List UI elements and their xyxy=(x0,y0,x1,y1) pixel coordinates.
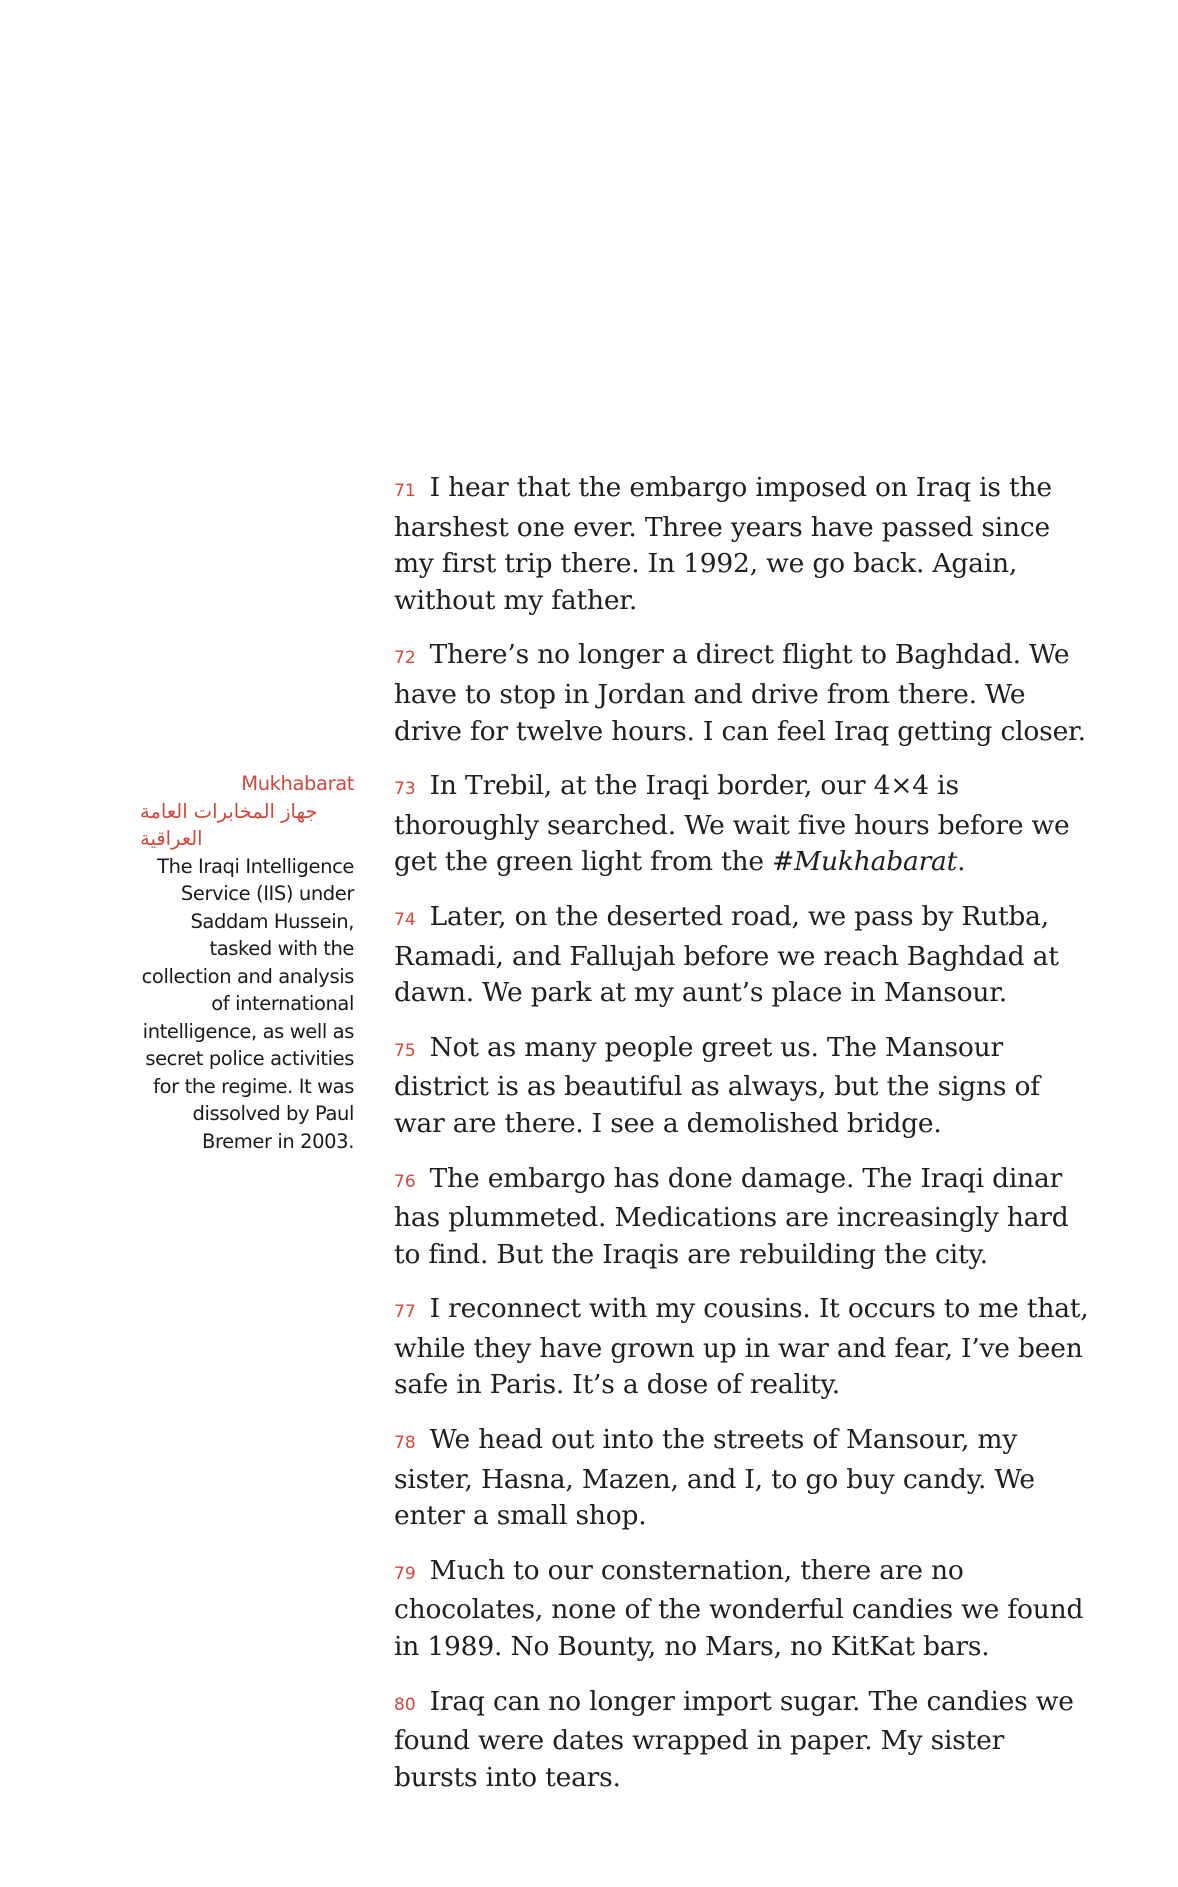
paragraph-text: We head out into the streets of Mansour, my sister, Hasna, Mazen, and I, to go buy candy. We enter a small shop. xyxy=(394,1424,1035,1532)
paragraph-text: In Trebil, at the Iraqi border, our 4×4 is thoroughly searched. We wait five hours before we get the green light from the xyxy=(394,770,1070,878)
paragraph-73 xyxy=(394,768,1094,881)
paragraph-number: 72 xyxy=(394,648,416,669)
paragraph-number: 75 xyxy=(394,1040,416,1061)
paragraph-text: I hear that the embargo imposed on Iraq is the harshest one ever. Three years have passed since my first trip there. In 1992, we go back. Again, without my father. xyxy=(394,472,1052,616)
paragraph-text: Much to our consternation, there are no chocolates, none of the wonderful candies we found in 1989. No Bounty, no Mars, no KitKat bars. xyxy=(394,1554,1084,1663)
sidenote-definition: The Iraqi Intelligence Service (IIS) under Saddam Hussein, tasked with the collection and analysis of international intelligence, as well as secret police activities for the regime. It was dissolved by Paul Bremer in 2003. xyxy=(141,854,354,1153)
paragraph-74 xyxy=(394,899,1094,1012)
paragraph-75 xyxy=(394,1030,1094,1143)
paragraph-text: Later, on the deserted road, we pass by Rutba, Ramadi, and Fallujah before we reach Baghdad at dawn. We park at my aunt’s place in Mansour. xyxy=(394,900,1059,1009)
sidenote-term: Mukhabarat xyxy=(241,772,354,795)
paragraph-number: 77 xyxy=(394,1302,416,1323)
paragraph-text: I reconnect with my cousins. It occurs to me that, while they have grown up in war and fear, I’ve been safe in Paris. It’s a dose of reality. xyxy=(394,1293,1089,1401)
paragraph-number: 74 xyxy=(394,909,416,930)
paragraph-71 xyxy=(394,470,1094,619)
paragraph-text: Not as many people greet us. The Mansour district is as beautiful as always, but the signs of war are there. I see a demolished bridge. xyxy=(394,1031,1040,1139)
paragraph-77 xyxy=(394,1291,1094,1404)
main-text xyxy=(394,470,1094,1814)
paragraph-text: There’s no longer a direct flight to Baghdad. We have to stop in Jordan and drive from there. We drive for twelve hours. I can feel Iraq getting closer. xyxy=(394,639,1086,747)
paragraph-80 xyxy=(394,1684,1094,1797)
mukhabarat-link[interactable]: #Mukhabarat xyxy=(772,846,958,878)
paragraph-text: Iraq can no longer import sugar. The candies we found were dates wrapped in paper. My sister bursts into tears. xyxy=(394,1685,1074,1793)
paragraph-number: 71 xyxy=(394,481,416,501)
paragraph-78 xyxy=(394,1422,1094,1535)
paragraph-text: The embargo has done damage. The Iraqi dinar has plummeted. Medications are increasingly hard to find. But the Iraqis are rebuilding the city. xyxy=(394,1162,1069,1270)
paragraph-76 xyxy=(394,1161,1094,1274)
paragraph-number: 76 xyxy=(394,1171,416,1192)
paragraph-text-end: . xyxy=(957,846,966,878)
sidenote-arabic-term: جهاز المخابرات العامة العراقية xyxy=(140,799,318,850)
paragraph-number: 80 xyxy=(394,1694,416,1715)
paragraph-72 xyxy=(394,637,1094,750)
paragraph-number: 78 xyxy=(394,1433,416,1454)
paragraph-79 xyxy=(394,1553,1094,1666)
paragraph-number: 79 xyxy=(394,1563,416,1584)
sidenote xyxy=(140,770,354,1155)
paragraph-number: 73 xyxy=(394,779,416,800)
